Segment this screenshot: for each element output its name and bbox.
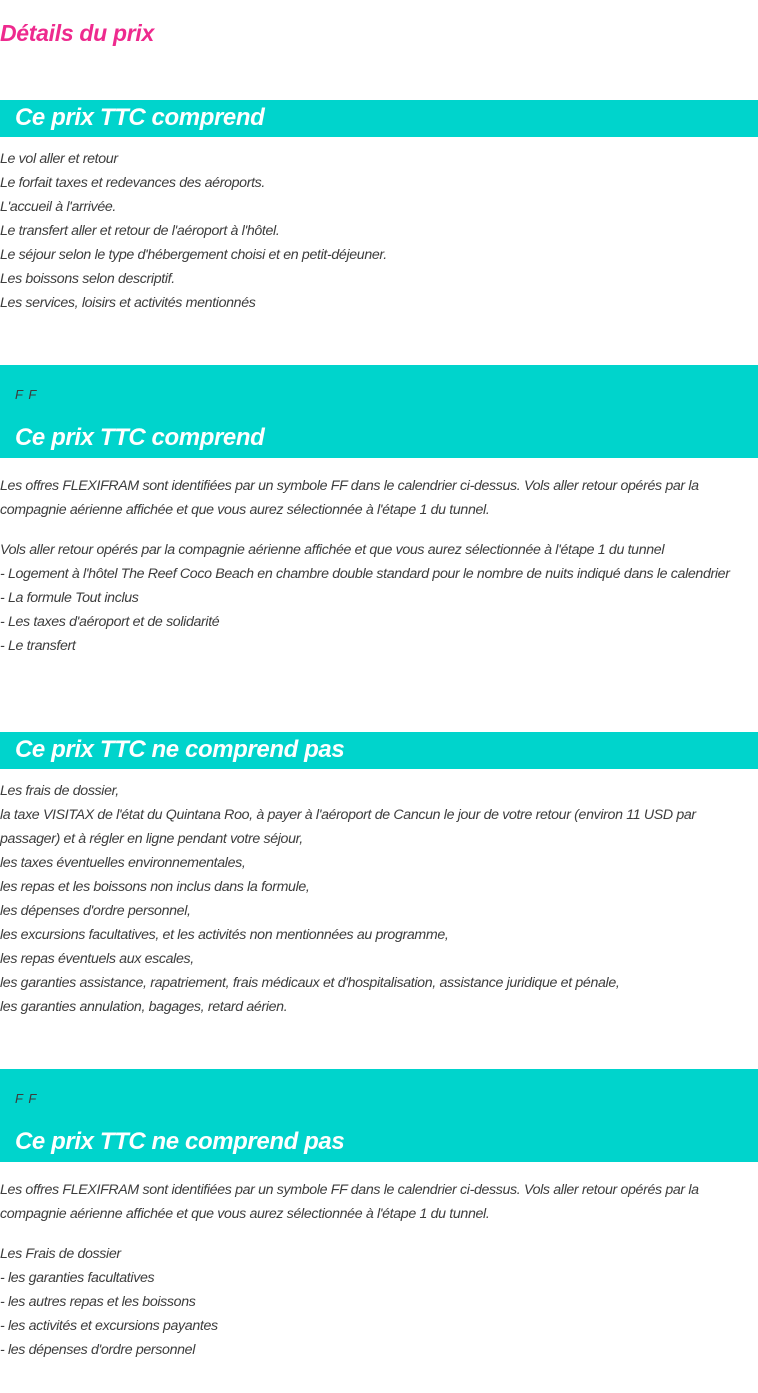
section-heading: Ce prix TTC comprend — [15, 104, 265, 131]
list-item: les excursions facultatives, et les activités non mentionnées au programme, — [0, 927, 449, 943]
list-item: - les dépenses d'ordre personnel — [0, 1342, 195, 1358]
list-item: la taxe VISITAX de l'état du Quintana Roo, à payer à l'aéroport de Cancun le jour de votre retour (environ 11 USD par passager) et à régler en ligne pendant votre séjour, — [0, 807, 696, 847]
list-item: Les services, loisirs et activités mentionnés — [0, 295, 256, 311]
list-item: les garanties assistance, rapatriement, frais médicaux et d'hospitalisation, assistance juridique et pénale, — [0, 975, 620, 991]
list-item: les repas et les boissons non inclus dans la formule, — [0, 879, 310, 895]
list-item: Le transfert aller et retour de l'aéroport à l'hôtel. — [0, 223, 280, 239]
list-item: - les activités et excursions payantes — [0, 1318, 218, 1334]
excluded-list — [0, 779, 758, 1019]
included-list — [0, 147, 758, 315]
flexifram-tag: F F — [15, 387, 38, 402]
excluded-list — [0, 1242, 758, 1362]
list-item: les taxes éventuelles environnementales, — [0, 855, 246, 871]
list-item: Les Frais de dossier — [0, 1246, 121, 1262]
section-heading: Ce prix TTC comprend — [15, 424, 265, 451]
page-title: Détails du prix — [0, 20, 154, 46]
flexifram-tag: F F — [15, 1091, 38, 1106]
section-heading: Ce prix TTC ne comprend pas — [15, 736, 345, 763]
list-item: les garanties annulation, bagages, retard aérien. — [0, 999, 288, 1015]
section-flexifram-includes — [0, 365, 758, 658]
section-heading: Ce prix TTC ne comprend pas — [15, 1128, 345, 1155]
list-item: Les boissons selon descriptif. — [0, 271, 175, 287]
list-item: Le séjour selon le type d'hébergement choisi et en petit-déjeuner. — [0, 247, 387, 263]
section-header-band — [0, 100, 758, 137]
list-item: - Le transfert — [0, 638, 76, 654]
list-item: - Les taxes d'aéroport et de solidarité — [0, 614, 220, 630]
list-item: Les frais de dossier, — [0, 783, 119, 799]
list-item: les repas éventuels aux escales, — [0, 951, 194, 967]
list-item: - La formule Tout inclus — [0, 590, 139, 606]
section-flexifram-excludes — [0, 1069, 758, 1362]
flexifram-intro: Les offres FLEXIFRAM sont identifiées par un symbole FF dans le calendrier ci-dessus. Vols aller retour opérés par la compagnie aérienne affichée et que vous aurez sélectionnée à l'étape 1 du tunnel. — [0, 1182, 699, 1222]
section-price-includes — [0, 100, 758, 315]
section-price-excludes — [0, 732, 758, 1019]
list-item: - Logement à l'hôtel The Reef Coco Beach en chambre double standard pour le nombre de nuits indiqué dans le calendrier — [0, 566, 730, 582]
list-item: L'accueil à l'arrivée. — [0, 199, 117, 215]
list-item: Vols aller retour opérés par la compagnie aérienne affichée et que vous aurez sélectionnée à l'étape 1 du tunnel — [0, 542, 665, 558]
flexifram-intro: Les offres FLEXIFRAM sont identifiées par un symbole FF dans le calendrier ci-dessus. Vols aller retour opérés par la compagnie aérienne affichée et que vous aurez sélectionnée à l'étape 1 du tunnel. — [0, 478, 699, 518]
section-header-band — [0, 732, 758, 769]
section-header-band — [0, 365, 758, 458]
included-list — [0, 538, 758, 658]
section-header-band — [0, 1069, 758, 1162]
list-item: Le vol aller et retour — [0, 151, 118, 167]
list-item: Le forfait taxes et redevances des aéroports. — [0, 175, 266, 191]
list-item: - les garanties facultatives — [0, 1270, 155, 1286]
list-item: les dépenses d'ordre personnel, — [0, 903, 191, 919]
list-item: - les autres repas et les boissons — [0, 1294, 196, 1310]
